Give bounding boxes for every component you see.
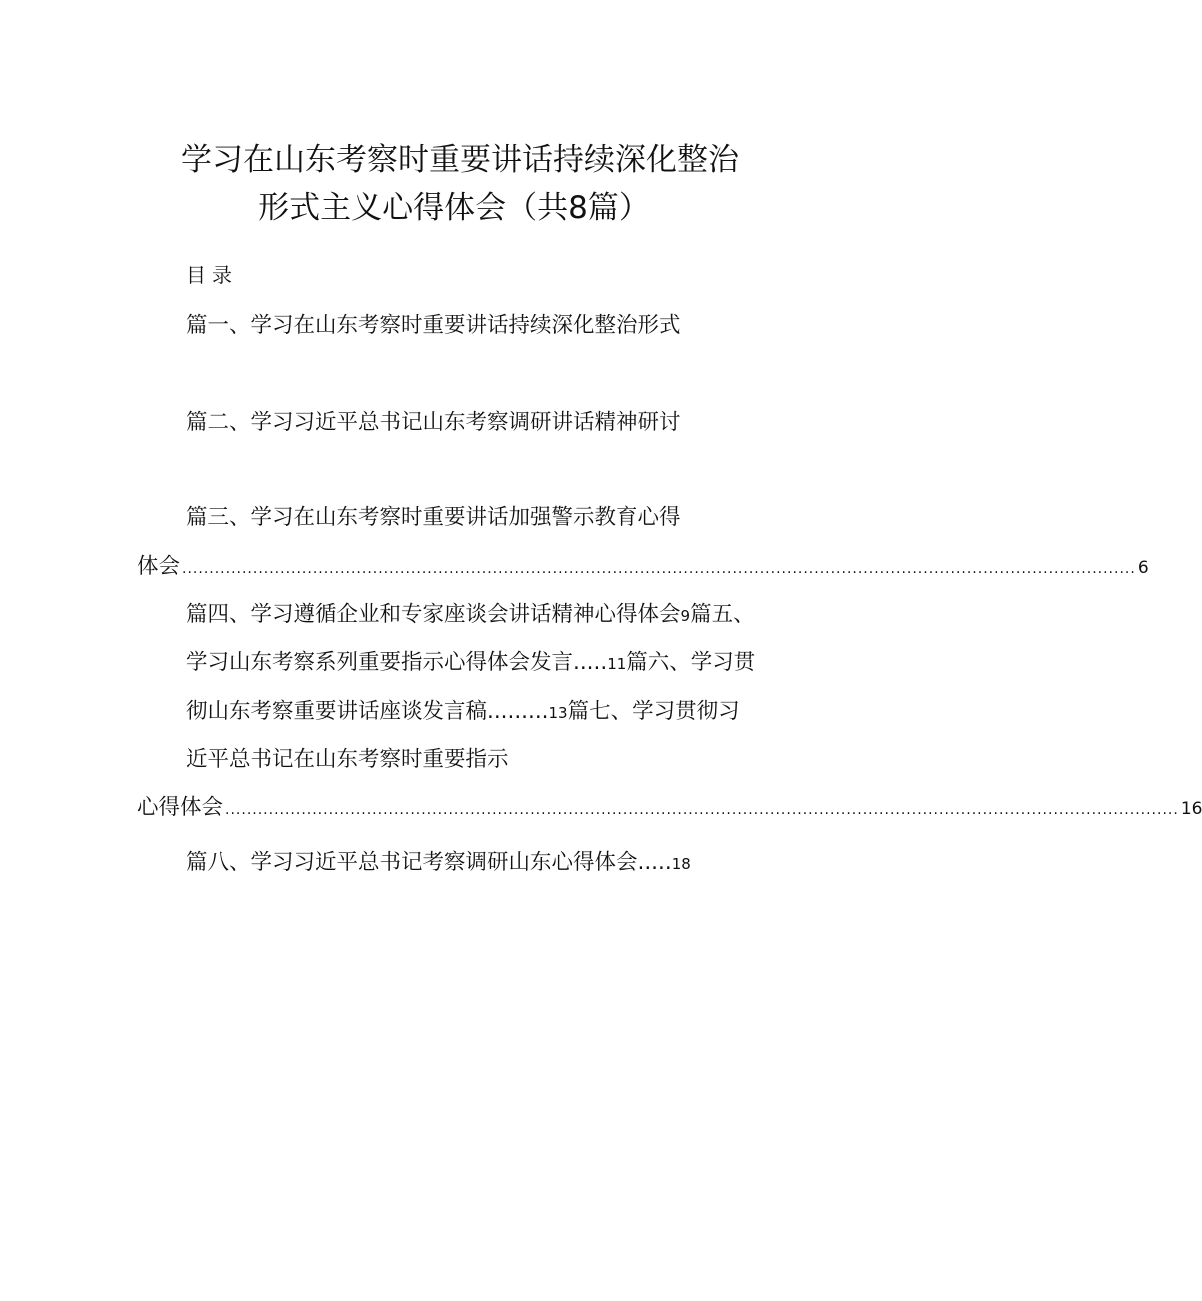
toc-entry-4-text: 篇四、学习遵循企业和专家座谈会讲话精神心得体会 — [186, 602, 681, 627]
toc-heading: 目录 — [186, 263, 238, 287]
toc-entry-6-page-number: 13 — [548, 704, 568, 722]
toc-entry-2[interactable]: 篇二、学习习近平总书记山东考察调研讲话精神研讨 — [186, 410, 681, 435]
toc-entry-7-start: 篇七、学习贯彻习 — [567, 699, 740, 724]
toc-entry-4-page-number: 9 — [680, 607, 691, 625]
toc-entry-8-page-number: 18 — [671, 855, 691, 873]
toc-flow-line-4[interactable]: 近平总书记在山东考察时重要指示 — [186, 747, 509, 772]
toc-entry-5-page-number: 11 — [607, 655, 627, 673]
toc-entry-6-start: 篇六、学习贯 — [626, 650, 756, 675]
document-title-line-2: 形式主义心得体会（共8篇） — [258, 190, 650, 226]
toc-flow-line-1[interactable] — [186, 600, 755, 631]
toc-entry-1[interactable]: 篇一、学习在山东考察时重要讲话持续深化整治形式 — [186, 313, 681, 338]
toc-entry-8[interactable] — [186, 848, 691, 879]
document-title-line-1: 学习在山东考察时重要讲话持续深化整治 — [181, 142, 739, 178]
toc-entry-3-page-number: 6 — [1137, 558, 1149, 578]
toc-entry-5-start: 篇五、 — [690, 602, 755, 627]
leader-dots: ............................................................................................................................................................................... — [182, 561, 1136, 577]
toc-entry-3-line-2[interactable] — [137, 552, 1149, 584]
toc-flow-line-2[interactable] — [186, 648, 755, 679]
toc-entry-3-line-1[interactable]: 篇三、学习在山东考察时重要讲话加强警示教育心得 — [186, 505, 681, 530]
toc-entry-7-line-2[interactable] — [137, 793, 1202, 825]
toc-entry-5-text: 学习山东考察系列重要指示心得体会发言..... — [186, 650, 608, 675]
toc-entry-3-text: 体会 — [137, 554, 181, 579]
toc-entry-7-page-number: 16 — [1180, 799, 1202, 819]
toc-entry-7-text: 心得体会 — [137, 795, 224, 820]
toc-entry-8-text: 篇八、学习习近平总书记考察调研山东心得体会..... — [186, 850, 672, 875]
toc-entry-6-text: 彻山东考察重要讲话座谈发言稿......... — [186, 699, 549, 724]
toc-flow-line-3[interactable] — [186, 697, 740, 728]
leader-dots: ............................................................................................................................................................................... — [225, 802, 1179, 818]
